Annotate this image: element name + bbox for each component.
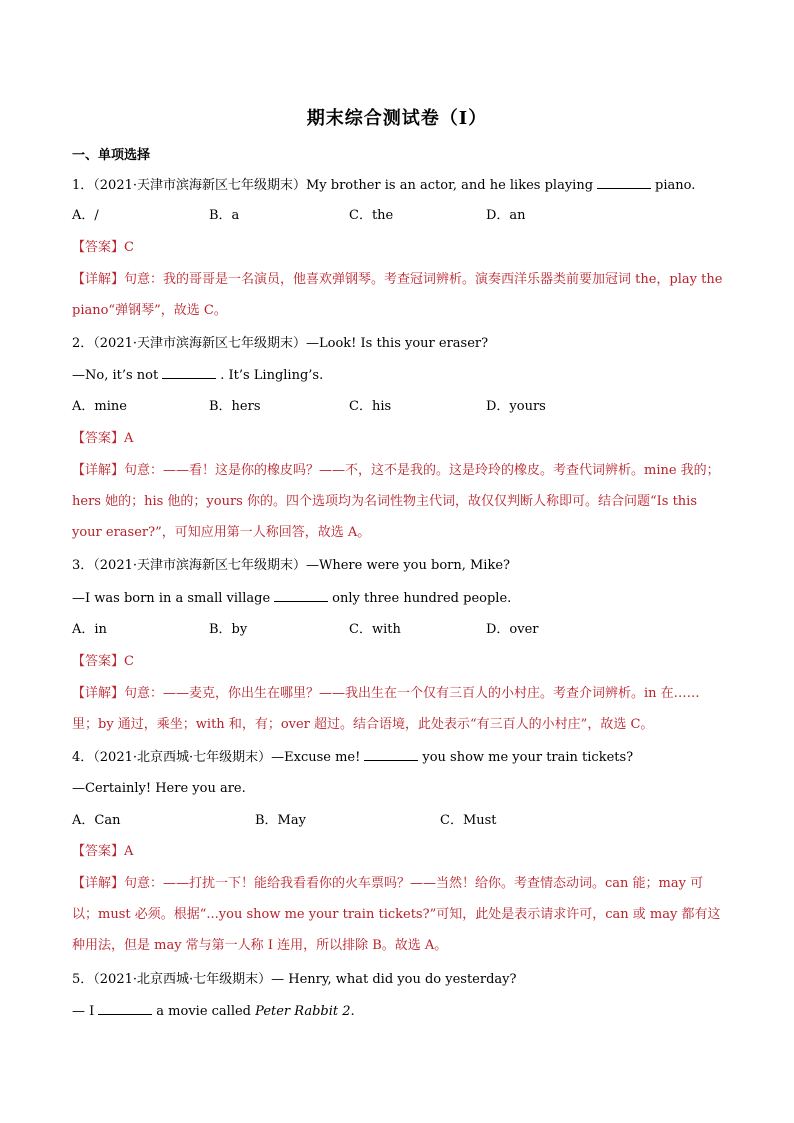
question-4-answer: 【答案】A: [72, 844, 134, 859]
question-2-stem: 2．（2021·天津市滨海新区七年级期末）—Look! Is this your eraser?: [72, 336, 489, 351]
option-c: C．Must: [440, 813, 497, 828]
section-heading: 一、单项选择: [72, 148, 151, 163]
question-3-reply: [72, 589, 511, 608]
question-2-reply-text: —No, it’s not: [72, 368, 159, 383]
answer-blank: [364, 748, 418, 761]
question-4-reply: —Certainly! Here you are.: [72, 781, 246, 796]
question-3-answer: 【答案】C: [72, 654, 134, 669]
option-b: B．a: [209, 208, 240, 223]
option-b: B．hers: [209, 399, 261, 414]
question-5-reply-mid: a movie called: [156, 1004, 252, 1019]
question-5-reply: [72, 1002, 355, 1021]
question-3-reply-end: only three hundred people.: [332, 591, 512, 606]
question-2-reply-end: . It’s Lingling’s.: [220, 368, 324, 383]
option-d: D．an: [486, 208, 526, 223]
question-4-stem: [72, 748, 633, 767]
option-a: A．/: [72, 208, 99, 223]
option-a: A．mine: [72, 399, 127, 414]
question-3-reply-text: —I was born in a small village: [72, 591, 271, 606]
question-5-reply-text: — I: [72, 1004, 95, 1019]
answer-blank: [274, 589, 328, 602]
question-1-text-end: piano.: [655, 178, 696, 193]
answer-blank: [597, 176, 651, 189]
option-d: D．over: [486, 622, 539, 637]
question-3-detail: 【详解】句意：——麦克，你出生在哪里？——我出生在一个仅有三百人的小村庄。考查介词辨析。in 在……里；by 通过，乘坐；with 和，有；over 超过。结合语境，此处表示“有三百人的小村庄”，故选 C。: [72, 686, 700, 732]
question-2-reply: [72, 366, 323, 385]
question-1-stem: [72, 176, 695, 195]
movie-title: Peter Rabbit 2: [255, 1004, 351, 1019]
question-2-detail: 【详解】句意：——看！这是你的橡皮吗？——不，这不是我的。这是玲玲的橡皮。考查代词辨析。mine 我的；hers 她的；his 他的；yours 你的。四个选项均为名词性物主代词，故仅仅判断人称即可。结合问题“Is this your eraser?”，可知应用第一人称回答，故选 A。: [72, 463, 720, 540]
question-1-detail: 【详解】句意：我的哥哥是一名演员，他喜欢弹钢琴。考查冠词辨析。演奏西洋乐器类前要加冠词 the，play the piano“弹钢琴”，故选 C。: [72, 272, 723, 318]
question-3-stem: 3．（2021·天津市滨海新区七年级期末）—Where were you born, Mike?: [72, 558, 511, 573]
option-b: B．by: [209, 622, 248, 637]
option-c: C．his: [349, 399, 392, 414]
question-4-text-end: you show me your train tickets?: [422, 750, 634, 765]
page-title: 期末综合测试卷（I）: [306, 108, 488, 129]
option-b: B．May: [255, 813, 306, 828]
question-1-answer: 【答案】C: [72, 240, 134, 255]
question-1-text: 1．（2021·天津市滨海新区七年级期末）My brother is an actor, and he likes playing: [72, 178, 594, 193]
question-5-reply-end: .: [350, 1004, 355, 1019]
option-a: A．in: [72, 622, 107, 637]
option-a: A．Can: [72, 813, 121, 828]
option-c: C．with: [349, 622, 401, 637]
answer-blank: [162, 366, 216, 379]
option-d: D．yours: [486, 399, 546, 414]
question-4-text: 4．（2021·北京西城·七年级期末）—Excuse me!: [72, 750, 361, 765]
answer-blank: [98, 1002, 152, 1015]
option-c: C．the: [349, 208, 394, 223]
question-4-detail: 【详解】句意：——打扰一下！能给我看看你的火车票吗？——当然！给你。考查情态动词。can 能；may 可以；must 必须。根据“...you show me your train tickets?”可知，此处是表示请求许可，can 或 may 都有这种用法，但是 may 常与第一人称 I 连用，所以排除 B。故选 A。: [72, 876, 721, 953]
question-2-answer: 【答案】A: [72, 431, 134, 446]
question-5-stem: 5．（2021·北京西城·七年级期末）— Henry, what did you do yesterday?: [72, 972, 517, 987]
